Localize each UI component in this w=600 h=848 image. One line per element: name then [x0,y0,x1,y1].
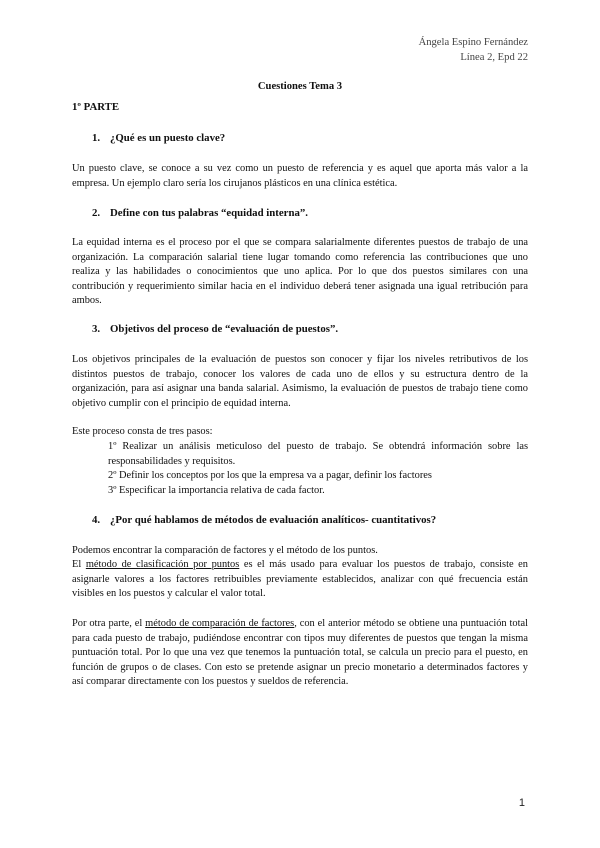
question-3-number: 3. [92,323,101,335]
question-1-number: 1. [92,132,101,144]
document-title: Cuestiones Tema 3 [257,81,343,92]
step-item: 1º Realizar un análisis meticuloso del puesto de trabajo. Se obtendrá información sobre las responsabilidades y requisitos. [108,441,528,467]
question-3-answer: Los objetivos principales de la evaluación de puestos son conocer y fijar los niveles retributivos de los distintos puestos de trabajo, conocer los valores de cada uno de ellos y su estructura dentro de la organización, para así asignar una banda salarial. Asimismo, la evaluación de puestos de trabajo tiene como objetivo cumplir con el principio de equidad interna. [72,354,528,409]
group-label: Línea 2, Epd 22 [460,52,528,63]
question-2-number: 2. [92,207,101,219]
question-1-title: ¿Qué es un puesto clave? [110,132,226,144]
question-1-heading [92,132,225,144]
paragraph-2-prefix: Por otra parte, el [72,618,146,629]
question-4-intro: Podemos encontrar la comparación de factores y el método de los puntos. [72,545,378,556]
question-4-paragraph-1 [72,558,528,602]
paragraph-2-body: , con el anterior método se obtiene una puntuación total para cada puesto de trabajo, pudiéndose encontrar con tipos muy diferentes de puestos que tengan la misma puntuación total. Por lo que una vez que tenemos la puntuación total, se calcula un precio para el puesto, en función de grupos o de clases. Con esto se pretende asignar un precio monetario a determinados factores y así comparar directamente con los puestos y sueldos de referencia. [72,618,528,687]
steps-intro: Este proceso consta de tres pasos: [72,426,213,437]
paragraph-1-prefix: El [72,559,86,570]
part-heading: 1º PARTE [72,101,120,113]
steps-list [108,440,528,498]
step-item: 3º Especificar la importancia relativa de cada factor. [108,484,325,496]
question-2-answer: La equidad interna es el proceso por el que se compara salarialmente diferentes puestos de trabajo de una organización. La comparación salarial tiene lugar tomando como referencia las contribuciones que uno realiza y las habilidades o conocimientos que uno aplica. Por lo que dos puestos similares con una contribución y requerimiento similar hacia en el individuo deberá tener asignada una igual retribución para ambos. [72,237,528,306]
points-method-term: método de clasificación por puntos [85,559,240,570]
page-header [419,35,528,65]
question-4-paragraph-2 [72,617,528,690]
author-name: Ángela Espino Fernández [418,37,528,48]
question-4-heading [92,514,436,526]
question-4-title: ¿Por qué hablamos de métodos de evaluación analíticos- cuantitativos? [110,514,437,526]
question-3-title: Objetivos del proceso de “evaluación de puestos”. [110,323,339,335]
factor-comparison-term: método de comparación de factores [145,618,295,629]
question-1-answer: Un puesto clave, se conoce a su vez como un puesto de referencia y es aquel que aporta más valor a la empresa. Un ejemplo claro sería los cirujanos plásticos en una clínica estética. [72,163,528,189]
question-2-heading [92,207,308,219]
question-3-heading [92,323,338,335]
question-2-title: Define con tus palabras “equidad interna”. [110,207,308,219]
paragraph-1-body: es el más usado para evaluar los puestos de trabajo, consiste en asignarle valores a los factores retribuibles previamente establecidos, analizar con qué frecuencia están visibles en los puestos y calcular el valor total. [72,559,528,599]
step-item: 2º Definir los conceptos por los que la empresa va a pagar, definir los factores [108,470,432,481]
question-4-number: 4. [92,514,101,526]
page-number: 1 [518,797,525,809]
